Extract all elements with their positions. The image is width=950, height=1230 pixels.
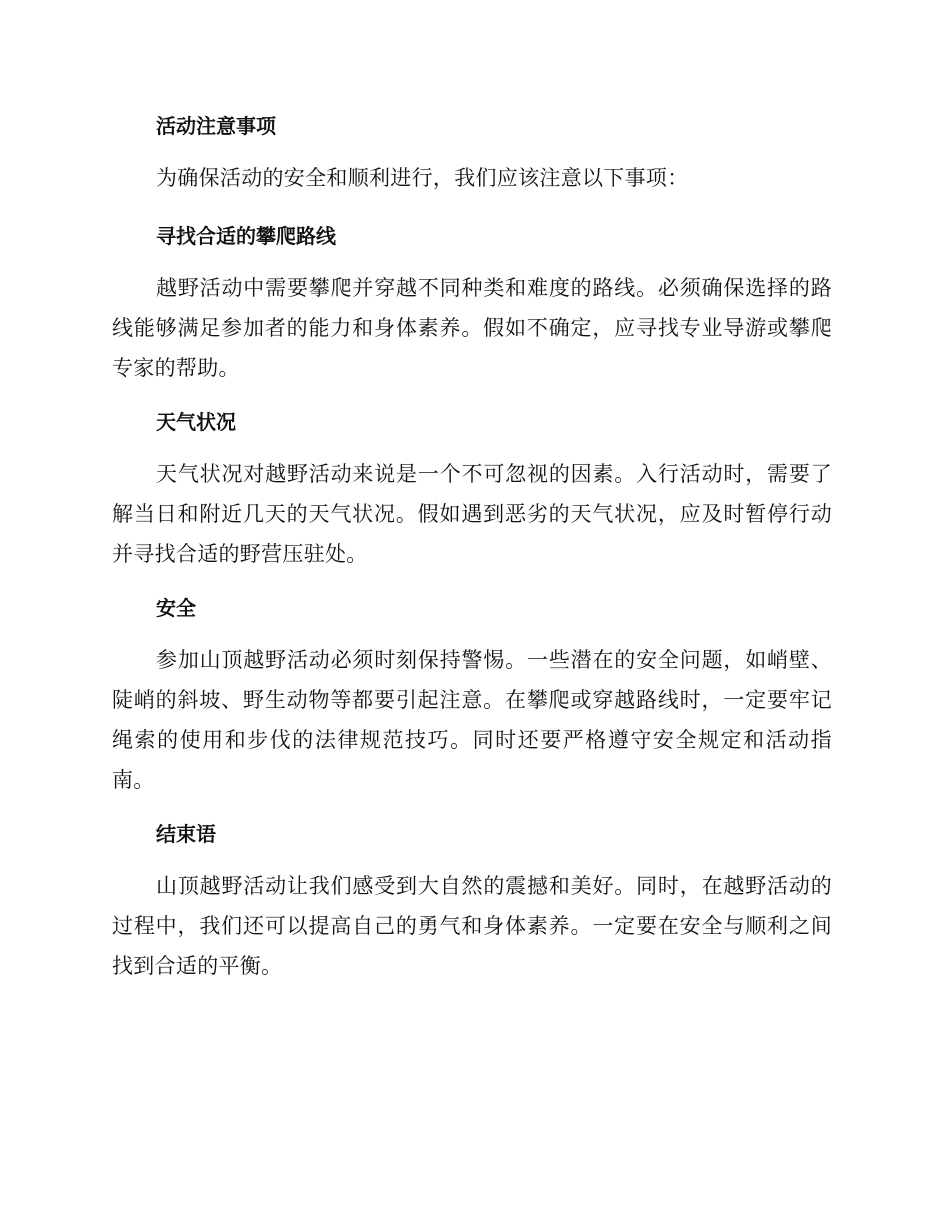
section-heading-weather: 天气状况 [156,410,236,434]
section-paragraph-safety: 参加山顶越野活动必须时刻保持警惕。一些潜在的安全问题，如峭壁、陡峭的斜坡、野生动物等都要引起注意。在攀爬或穿越路线时，一定要牢记绳索的使用和步伐的法律规范技巧。同时还要严格遵守安全规定和活动指南。 [112,648,832,792]
section-paragraph-weather: 天气状况对越野活动来说是一个不可忽视的因素。入行活动时，需要了解当日和附近几天的天气状况。假如遇到恶劣的天气状况，应及时暂停行动并寻找合适的野营压驻处。 [112,462,832,566]
section-paragraph-route: 越野活动中需要攀爬并穿越不同种类和难度的路线。必须确保选择的路线能够满足参加者的能力和身体素养。假如不确定，应寻找专业导游或攀爬专家的帮助。 [112,276,832,380]
section-heading-conclusion: 结束语 [156,822,216,846]
section-paragraph-notes: 为确保活动的安全和顺利进行，我们应该注意以下事项： [156,166,689,190]
document-page [112,108,832,1002]
section-heading-notes: 活动注意事项 [156,114,276,138]
section-heading-route: 寻找合适的攀爬路线 [156,224,336,248]
section-paragraph-conclusion: 山顶越野活动让我们感受到大自然的震撼和美好。同时，在越野活动的过程中，我们还可以提高自己的勇气和身体素养。一定要在安全与顺利之间找到合适的平衡。 [112,874,832,978]
section-heading-safety: 安全 [156,596,196,620]
